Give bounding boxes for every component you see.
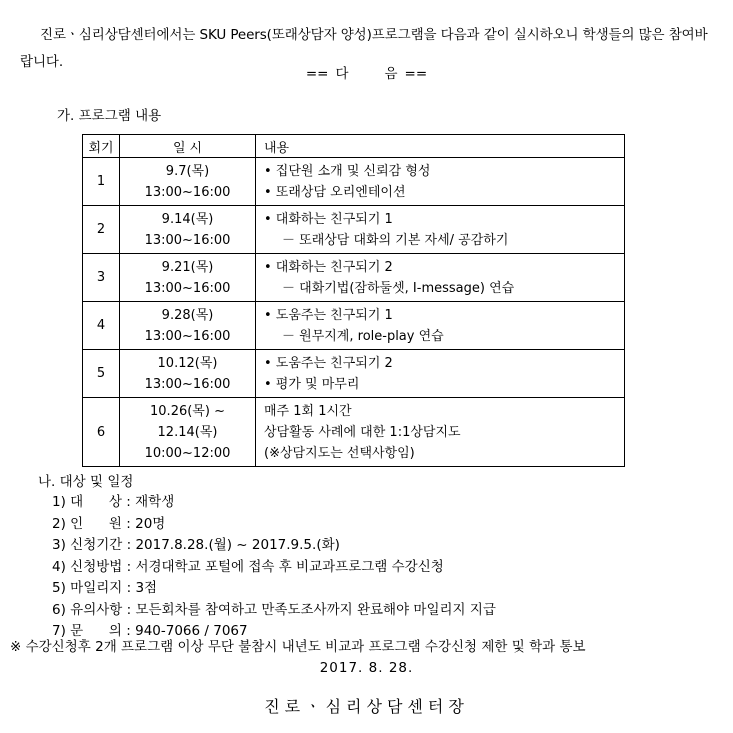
cell-session-content [256, 350, 625, 398]
footer-date: 2017. 8. 28. [319, 660, 414, 676]
content-lines [256, 209, 624, 251]
content-line: • 대화하는 친구되기 2 [264, 259, 393, 275]
cell-session-date [120, 350, 256, 398]
cell-session-date [120, 206, 256, 254]
content-line: － 원무지계, role-play 연습 [282, 328, 444, 344]
table-header-date-label: 일시 [172, 140, 207, 156]
details-list [52, 492, 496, 643]
content-line: • 도움주는 친구되기 1 [264, 307, 393, 323]
date-line: 13:00~16:00 [144, 184, 231, 200]
content-lines [256, 353, 624, 395]
cell-session-no: 5 [83, 350, 120, 398]
content-line: － 대화기법(잠하둘셋, I-message) 연습 [282, 280, 515, 296]
date-line: 9.14(목) [161, 211, 214, 227]
date-line: 13:00~16:00 [144, 376, 231, 392]
content-lines [256, 401, 624, 464]
date-line: 9.21(목) [161, 259, 214, 275]
cell-session-no: 3 [83, 254, 120, 302]
list-item: 4) 신청방법 : 서경대학교 포털에 접속 후 비교과프로그램 수강신청 [52, 558, 444, 575]
table-header-content [256, 135, 625, 158]
table-row [83, 206, 625, 254]
list-item: 2) 인 원 : 20명 [52, 515, 166, 532]
content-line: • 대화하는 친구되기 1 [264, 211, 393, 227]
content-line: 상담활동 사례에 대한 1:1상담지도 [264, 424, 461, 440]
cell-session-content [256, 206, 625, 254]
signature-line: 진로ㆍ심리상담센터장 [264, 697, 469, 716]
list-item: 3) 신청기간 : 2017.8.28.(월) ~ 2017.9.5.(화) [52, 537, 340, 553]
cell-session-content [256, 158, 625, 206]
cell-session-content [256, 398, 625, 467]
table-header-row [83, 135, 625, 158]
cell-session-date [120, 158, 256, 206]
date-line: 13:00~16:00 [144, 232, 231, 248]
cell-session-no: 2 [83, 206, 120, 254]
date-line: 10.26(목) ~ 12.14(목) [150, 403, 225, 440]
daeum-left-marks: == [305, 66, 329, 82]
list-item: 7) 문 의 : 940-7066 / 7067 [52, 623, 248, 639]
cell-session-no: 6 [83, 398, 120, 467]
table-header-content-label: 내용 [264, 140, 290, 156]
content-line: 매주 1회 1시간 [264, 403, 352, 419]
daeum-eum: 음 [384, 66, 398, 82]
content-line: • 도움주는 친구되기 2 [264, 355, 393, 371]
date-line: 9.7(목) [165, 163, 210, 179]
daeum-right-marks: == [404, 66, 428, 82]
cell-session-date [120, 302, 256, 350]
table-row [83, 398, 625, 467]
table-row [83, 350, 625, 398]
content-lines [256, 257, 624, 299]
date-line: 13:00~16:00 [144, 280, 231, 296]
section-a-heading: 가. 프로그램 내용 [57, 108, 162, 124]
date-line: 10:00~12:00 [144, 445, 231, 461]
table-header-no [83, 135, 120, 158]
content-line: (※상담지도는 선택사항임) [264, 445, 415, 461]
table-row [83, 254, 625, 302]
cell-session-no: 1 [83, 158, 120, 206]
date-line: 10.12(목) [157, 355, 218, 371]
content-lines [256, 305, 624, 347]
content-line: • 평가 및 마무리 [264, 376, 360, 392]
content-line: － 또래상담 대화의 기본 자세/ 공감하기 [282, 232, 509, 248]
cell-session-date [120, 398, 256, 467]
content-lines [256, 161, 624, 203]
cell-session-content [256, 302, 625, 350]
table-header-date [120, 135, 256, 158]
content-line: • 집단원 소개 및 신뢰감 형성 [264, 163, 431, 179]
cell-session-content [256, 254, 625, 302]
cell-session-date [120, 254, 256, 302]
table-row [83, 158, 625, 206]
list-item: 6) 유의사항 : 모든회차를 참여하고 만족도조사까지 완료해야 마일리지 지급 [52, 601, 496, 618]
program-schedule-table-wrapper [82, 134, 625, 467]
content-line: • 또래상담 오리엔테이션 [264, 184, 406, 200]
date-line: 9.28(목) [161, 307, 214, 323]
date-line: 13:00~16:00 [144, 328, 231, 344]
footer-note: ※ 수강신청후 2개 프로그램 이상 무단 불참시 내년도 비교과 프로그램 수강신청 제한 및 학과 통보 [10, 639, 586, 655]
intro-paragraph: 진로ㆍ심리상담센터에서는 SKU Peers(또래상담자 양성)프로그램을 다음과 같이 실시하오니 학생들의 많은 참여바랍니다. [20, 26, 708, 70]
table-row [83, 302, 625, 350]
table-body [83, 135, 625, 467]
cell-session-no: 4 [83, 302, 120, 350]
daeum-da: 다 [335, 66, 349, 82]
footer-date-line [0, 660, 733, 676]
program-schedule-table [82, 134, 625, 467]
daeum-divider [0, 62, 733, 82]
list-item: 1) 대 상 : 재학생 [52, 494, 175, 510]
table-header-no-label: 회기 [88, 140, 114, 156]
section-b-heading: 나. 대상 및 일정 [38, 474, 134, 490]
list-item: 5) 마일리지 : 3점 [52, 580, 158, 596]
